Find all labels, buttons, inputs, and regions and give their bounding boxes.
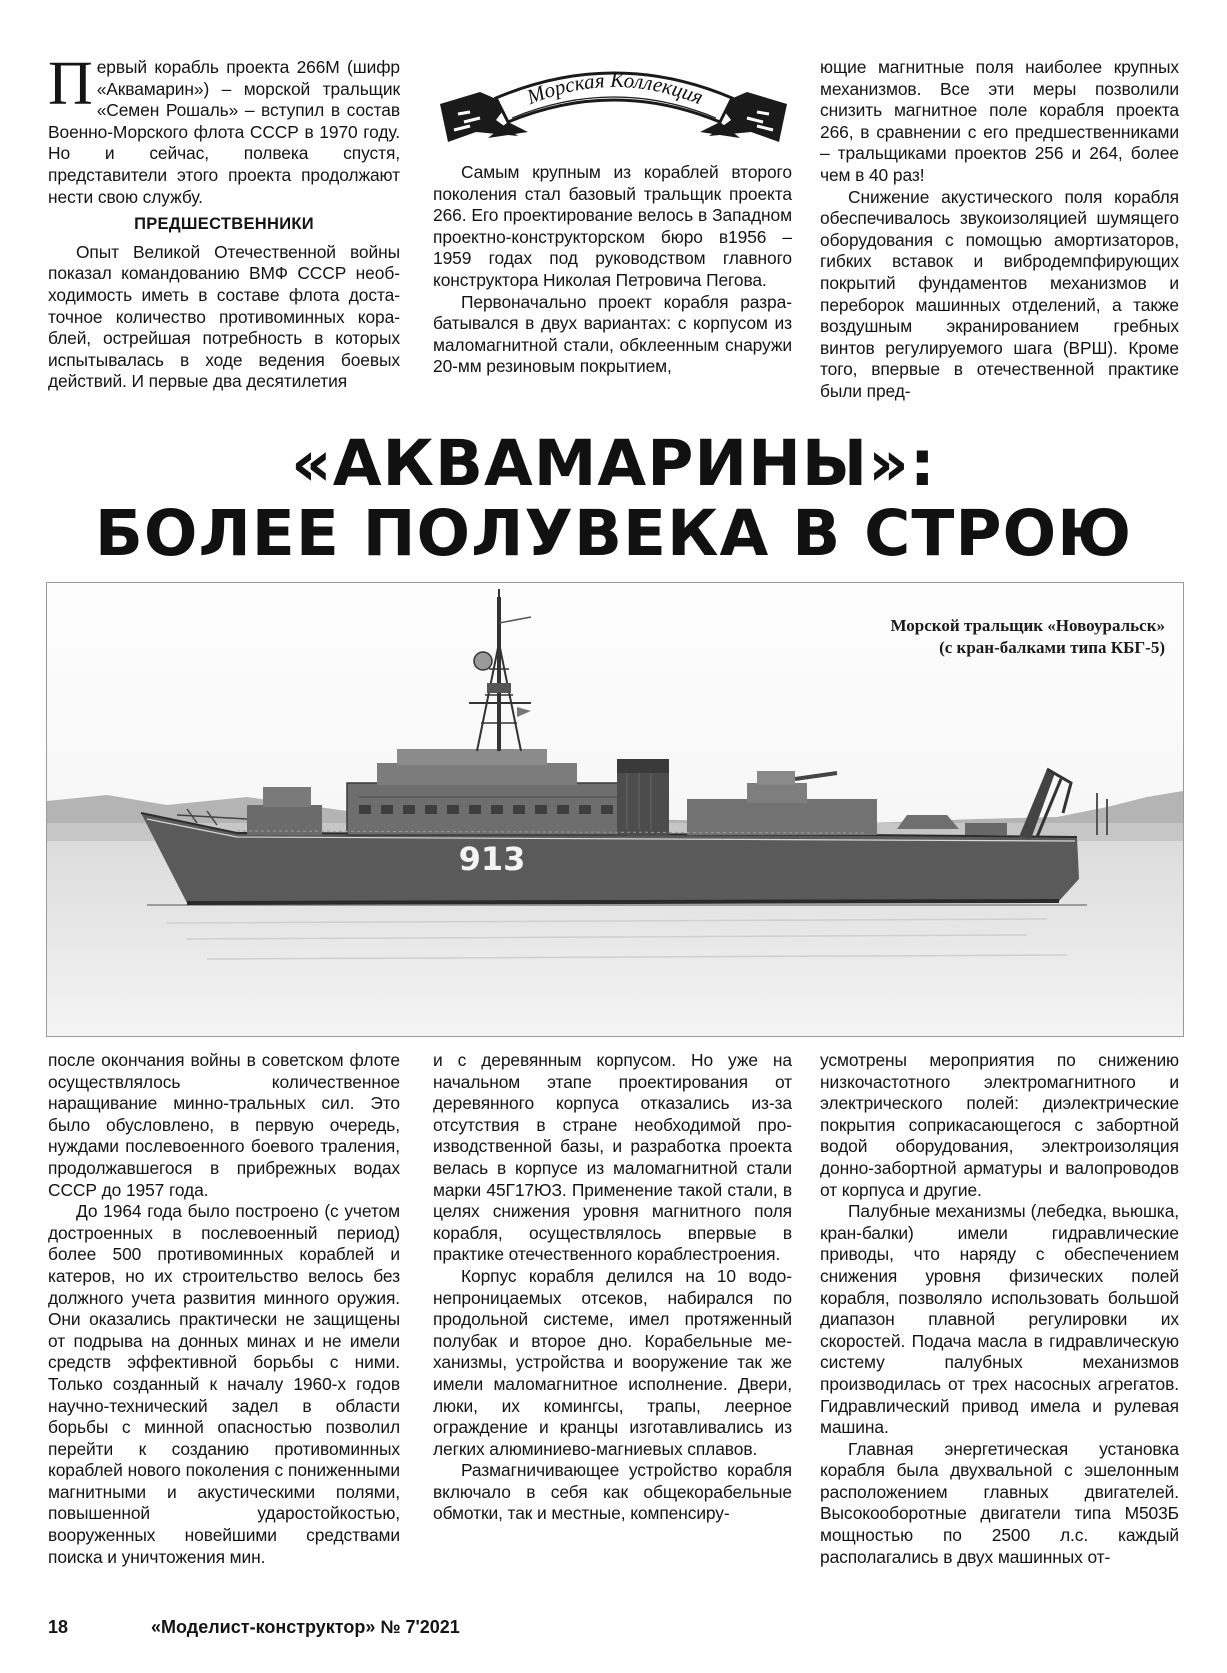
paragraph: Размагничивающее устройство корабля включало в себя как общекорабельные обмотки, так и местные, компенсиру- <box>433 1460 792 1524</box>
headline-line-1: «АКВАМАРИНЫ»: <box>291 427 936 500</box>
paragraph: Снижение акустического поля корабля обеспечивалось звукоизоляцией шумящего оборудования с помощью амортизаторов, гибких вставок и вибродемпфирующих покрытий фундаментов механизмов и переборок машинных отделений, а также воздушным экранированием гребных винтов регулируемого шага (ВРШ). Кроме того, впервые в отечественной практике были пред- <box>820 186 1179 401</box>
logo-text: Морская Коллекция <box>523 67 707 110</box>
paragraph: Главная энергетическая установка корабля была двухвальной с эшелонным расположением главных двигателей. Высокооборотные двигатели типа М503Б мощностью по 2500 л.с. каждый располагались в двух машинных от- <box>820 1438 1179 1567</box>
column-top-right <box>820 57 1179 403</box>
ship-photo <box>46 582 1184 1037</box>
hull-number: 913 <box>458 840 526 878</box>
page-footer <box>48 1617 460 1638</box>
headline-line-2: БОЛЕЕ ПОЛУВЕКА В СТРОЮ <box>94 497 1133 570</box>
paragraph: Корпус корабля делился на 10 водонепроницаемых отсеков, набирался по продольной системе, имел протяженный полубак и второе дно. Корабельные механизмы, устройства и вооружение так же имели маломагнитное исполнение. Двери, люки, их комингсы, трапы, леерное ограждение и кранцы изготавливались из легких алюминиево-магниевых сплавов. <box>433 1265 792 1459</box>
caption-line-1: Морской тральщик «Новоуральск» <box>890 616 1165 635</box>
paragraph: Самым крупным из кораблей второго поколения стал базовый тральщик проекта 266. Его проектирование велось в Западном проектно-конструкторском бюро в1956 – 1959 годах под руководством главного конструктора Николая Петровича Пегова. <box>433 162 792 290</box>
drop-cap: П <box>48 50 93 118</box>
intro-paragraph: Первый корабль проекта 266М (шифр «Аквамарин») – морской тральщик «Семен Рошаль» – вступил в состав Военно-Морского флота СССР в 1970 году. Но и сейчас, полвека спустя, представители этого проекта продолжают нести свою службу. <box>48 50 400 207</box>
caption-line-2: (с кран-балками типа КБГ-5) <box>939 638 1165 657</box>
subheading-predecessors: ПРЕДШЕСТВЕННИКИ <box>134 215 314 234</box>
paragraph: Опыт Великой Отечественной войны показал командованию ВМФ СССР необходимость иметь в составе флота достаточное количество противоминных кораблей, острейшая потребность в которых испытывалась в ходе ведения боевых действий. И первые два десятилетия <box>48 241 400 392</box>
magazine-issue: «Моделист-конструктор» № 7'2021 <box>151 1617 460 1637</box>
column-top-middle <box>433 162 792 378</box>
photo-caption <box>890 615 1165 659</box>
paragraph: Первоначально проект корабля разрабатывался в двух вариантах: с корпусом из маломагнитной стали, обклеенным снаружи 20-мм резиновым покрытием, <box>433 291 792 377</box>
logo-ribbon-graphic <box>436 52 791 147</box>
morskaya-kollektsiya-logo <box>436 52 791 147</box>
paragraph: Палубные механизмы (лебедка, вьюшка, кран-балки) имели гидравлические приводы, что наряду с обеспечением снижения уровня физических полей корабля, позволяло использовать большой диапазон плавной регулировки их скоростей. Подача масла в гидравлическую систему палубных механизмов производилась от трех насосных агрегатов. Гидравлический привод имела и рулевая машина. <box>820 1201 1179 1438</box>
column-bottom-right <box>820 1050 1179 1568</box>
column-bottom-middle <box>433 1050 792 1525</box>
paragraph: усмотрены мероприятия по снижению низкочастотного электромагнитного и электрического полей: диэлектрические покрытия соприкасающегося с забортной водой оборудования, электроизоляция донно-забортной арматуры и валопроводов от корпуса и другие. <box>820 1050 1179 1200</box>
paragraph: и с деревянным корпусом. Но уже на начальном этапе проектирования от деревянного корпуса отказались из-за отсутствия в стране необходимой производственной базы, и разработка проекта велась в корпусе из маломагнитной стали марки 45Г17ЮЗ. Применение такой стали, в целях снижения уровня магнитного поля корабля, осуществлялось впервые в практике отечественного кораблестроения. <box>433 1050 792 1265</box>
page-number: 18 <box>48 1617 69 1637</box>
paragraph: До 1964 года было построено (с учетом достроенных в послевоенный период) более 500 противоминных кораблей и катеров, но их строительство велось без должного учета развития минного оружия. Они оказались практически не защищены от подрыва на донных минах и не имели средств эффективной борьбы с ними. Только созданный к началу 1960-х годов научно-технический задел в области борьбы с минной опасностью позволил перейти к созданию противоминных кораблей нового поколения с пониженными магнитными и акустическими полями, повышенной ударостойкостью, вооруженных новейшими средствами поиска и уничтожения мин. <box>48 1201 400 1567</box>
paragraph: после окончания войны в советском флоте осуществлялось количественное наращивание минно-тральных сил. Это было обусловлено, в первую очередь, нуждами послевоенного боевого траления, продолжавшегося в прибрежных водах СССР до 1957 года. <box>48 1050 400 1200</box>
paragraph: ющие магнитные поля наиболее крупных механизмов. Все эти меры позволили снизить магнитное поле корабля проекта 266, в сравнении с его предшественниками – тральщиками проектов 256 и 264, более чем в 40 раз! <box>820 57 1179 185</box>
column-top-left <box>48 50 400 393</box>
column-bottom-left <box>48 1050 400 1568</box>
